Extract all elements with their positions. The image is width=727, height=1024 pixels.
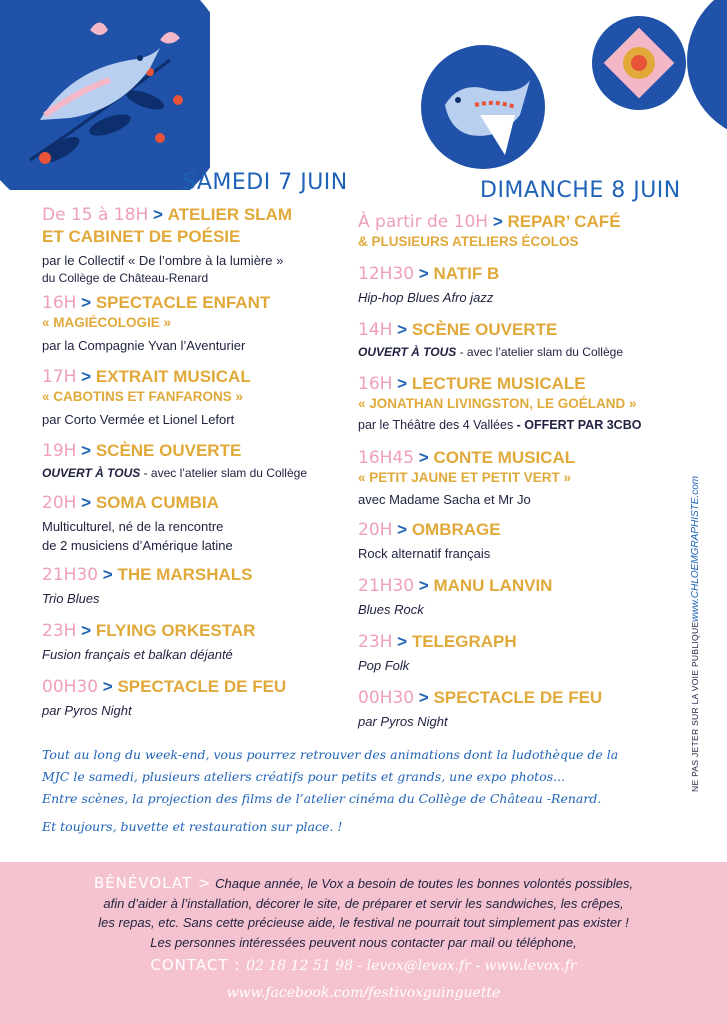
event-name: OMBRAGE (411, 520, 501, 539)
event-time: 16H45 (358, 448, 415, 468)
event-time: 21H30 (42, 565, 99, 585)
event-name: EXTRAIT MUSICAL (95, 367, 251, 386)
event-desc: avec Madame Sacha et Mr Jo (358, 492, 531, 507)
event-subtitle: « MAGIÉCOLOGIE » (42, 315, 172, 330)
event-time: 23H (358, 632, 393, 652)
saturday-program (42, 204, 307, 726)
event-time: 20H (42, 493, 77, 513)
event-desc: par le Théâtre des 4 Vallées - OFFERT PAR 3CBO (358, 418, 642, 432)
litter-notice: NE PAS JETER SUR LA VOIE PUBLIQUE (690, 621, 700, 792)
event-time: 00H30 (42, 677, 99, 697)
event-time: 12H30 (358, 264, 415, 284)
event-time: 20H (358, 520, 393, 540)
event-repar-cafe: À partir de 10H > REPAR’ CAFÉ & PLUSIEURS ATELIERS ÉCOLOS (358, 211, 641, 263)
event-ombrage: 20H > OMBRAGE Rock alternatif français (358, 519, 641, 575)
event-flying-orkestar: 23H > FLYING ORKESTAR Fusion français et balkan déjanté (42, 620, 307, 676)
note-line: Tout au long du week-end, vous pourrez retrouver des animations dont la ludothèque de la (42, 747, 619, 762)
event-name: NATIF B (433, 264, 500, 283)
event-soma-cumbia: 20H > SOMA CUMBIA Multiculturel, né de la rencontre de 2 musiciens d’Amérique latine (42, 492, 307, 564)
event-subtitle: « PETIT JAUNE ET PETIT VERT » (358, 470, 572, 485)
event-desc: Multiculturel, né de la rencontre (42, 519, 224, 534)
event-time: 16H (358, 374, 393, 394)
event-name: THE MARSHALS (117, 565, 253, 584)
event-desc: Pop Folk (358, 658, 410, 673)
facebook-link[interactable]: www.facebook.com/festivoxguinguette (226, 984, 501, 1001)
event-desc: OUVERT À TOUS - avec l’atelier slam du Collège (358, 345, 623, 359)
footer-line: Chaque année, le Vox a besoin de toutes les bonnes volontés possibles, (211, 876, 634, 891)
event-time: À partir de 10H (358, 212, 489, 232)
event-time: 00H30 (358, 688, 415, 708)
event-subtitle: ET CABINET DE POÉSIE (42, 227, 241, 246)
event-name: SOMA CUMBIA (95, 493, 219, 512)
event-time: 21H30 (358, 576, 415, 596)
event-lecture-musicale: 16H > LECTURE MUSICALE « JONATHAN LIVINGSTON, LE GOÉLAND » par le Théâtre des 4 Vallées - OFFERT PAR 3CBO (358, 373, 641, 447)
event-desc: par le Collectif « De l’ombre à la lumière » (42, 253, 284, 268)
event-subtitle: & PLUSIEURS ATELIERS ÉCOLOS (358, 234, 579, 249)
event-desc: par Pyros Night (358, 714, 448, 729)
event-desc: de 2 musiciens d’Amérique latine (42, 538, 233, 553)
event-desc: Rock alternatif français (358, 546, 491, 561)
event-name: SPECTACLE ENFANT (95, 293, 271, 312)
event-spectacle-enfant: 16H > SPECTACLE ENFANT « MAGIÉCOLOGIE » par la Compagnie Yvan l’Aventurier (42, 292, 307, 366)
event-desc: Blues Rock (358, 602, 424, 617)
event-name: CONTE MUSICAL (433, 448, 576, 467)
event-subtitle: « JONATHAN LIVINGSTON, LE GOÉLAND » (358, 396, 637, 411)
contact-info[interactable]: 02 18 12 51 98 - levox@levox.fr - www.levox.fr (246, 958, 577, 974)
note-line: MJC le samedi, plusieurs ateliers créatifs pour petits et grands, une expo photos... (42, 769, 566, 784)
event-desc: par Corto Vermée et Lionel Lefort (42, 412, 235, 427)
event-the-marshals: 21H30 > THE MARSHALS Trio Blues (42, 564, 307, 620)
event-desc: du Collège de Château-Renard (42, 271, 209, 285)
event-name: REPAR’ CAFÉ (507, 212, 621, 231)
event-desc: Fusion français et balkan déjanté (42, 647, 233, 662)
designer-credit: www.CHLOEMGRAPHISTE.com (690, 475, 701, 622)
event-desc: par la Compagnie Yvan l’Aventurier (42, 338, 246, 353)
event-name: TELEGRAPH (411, 632, 517, 651)
event-manu-lanvin: 21H30 > MANU LANVIN Blues Rock (358, 575, 641, 631)
footer-line: les repas, etc. Sans cette précieuse aide, le festival ne pourrait tout simplement pas exister ! (98, 915, 629, 930)
bird-branch-illustration (0, 0, 210, 190)
bird-illustration (420, 45, 550, 170)
weekend-note (42, 744, 682, 838)
benevolat-label: BÉNÉVOLAT > (93, 874, 212, 892)
event-name: ATELIER SLAM (167, 205, 292, 224)
event-name: SCÈNE OUVERTE (95, 441, 242, 460)
event-time: De 15 à 18H (42, 205, 149, 225)
footer-line: afin d’aider à l’installation, décorer le site, de préparer et servir les sandwiches, les crêpes, (103, 895, 624, 911)
footer-line: Les personnes intéressées peuvent nous contacter par mail ou téléphone, (150, 934, 577, 950)
event-name: LECTURE MUSICALE (411, 374, 586, 393)
event-subtitle: « CABOTINS ET FANFARONS » (42, 389, 244, 404)
event-name: MANU LANVIN (433, 576, 553, 595)
event-name: FLYING ORKESTAR (95, 621, 256, 640)
event-name: SCÈNE OUVERTE (411, 320, 558, 339)
event-time: 19H (42, 441, 77, 461)
flower-ornament (592, 16, 687, 111)
event-scene-ouverte-dimanche: 14H > SCÈNE OUVERTE OUVERT À TOUS - avec l’atelier slam du Collège (358, 319, 641, 373)
volunteer-footer (0, 862, 727, 1024)
event-desc: Hip-hop Blues Afro jazz (358, 290, 494, 305)
event-name: SPECTACLE DE FEU (117, 677, 287, 696)
event-telegraph: 23H > TELEGRAPH Pop Folk (358, 631, 641, 687)
event-desc: Trio Blues (42, 591, 100, 606)
contact-label: CONTACT : (150, 956, 247, 974)
saturday-title: SAMEDI 7 JUIN (182, 170, 348, 195)
event-natif-b: 12H30 > NATIF B Hip-hop Blues Afro jazz (358, 263, 641, 319)
sunday-program (358, 211, 641, 737)
event-atelier-slam: De 15 à 18H > ATELIER SLAM ET CABINET DE POÉSIE par le Collectif « De l’ombre à la lumière » du Collège de Château-Renard (42, 204, 307, 292)
event-extrait-musical: 17H > EXTRAIT MUSICAL « CABOTINS ET FANFARONS » par Corto Vermée et Lionel Lefort (42, 366, 307, 440)
event-time: 16H (42, 293, 77, 313)
event-scene-ouverte: 19H > SCÈNE OUVERTE OUVERT À TOUS - avec l’atelier slam du Collège (42, 441, 307, 480)
event-spectacle-de-feu-dimanche: 00H30 > SPECTACLE DE FEU par Pyros Night (358, 687, 641, 737)
event-desc: par Pyros Night (42, 703, 132, 718)
event-conte-musical: 16H45 > CONTE MUSICAL « PETIT JAUNE ET PETIT VERT » avec Madame Sacha et Mr Jo (358, 447, 641, 519)
note-line: Et toujours, buvette et restauration sur place. ! (42, 819, 343, 834)
corner-circle (687, 0, 727, 160)
event-time: 23H (42, 621, 77, 641)
note-line: Entre scènes, la projection des films de l’atelier cinéma du Collège de Château -Renard. (42, 791, 602, 806)
event-name: SPECTACLE DE FEU (433, 688, 603, 707)
event-desc: OUVERT À TOUS - avec l’atelier slam du Collège (42, 466, 307, 480)
sunday-title: DIMANCHE 8 JUIN (480, 178, 681, 203)
event-spectacle-de-feu: 00H30 > SPECTACLE DE FEU par Pyros Night (42, 676, 307, 726)
event-time: 14H (358, 320, 393, 340)
event-time: 17H (42, 367, 77, 387)
